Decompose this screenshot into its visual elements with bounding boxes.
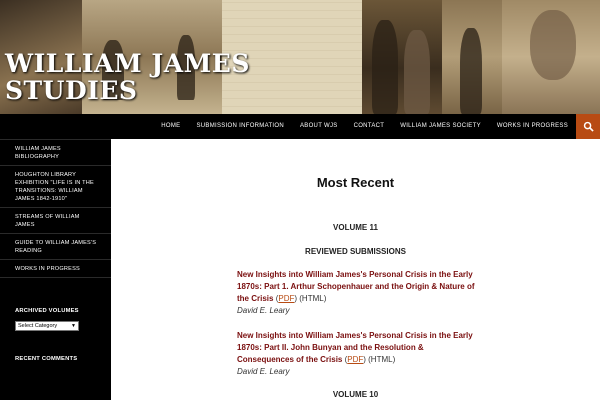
site-title[interactable]	[5, 50, 250, 104]
article-html-link[interactable]: (HTML)	[368, 355, 396, 364]
nav-home[interactable]: HOME	[161, 123, 181, 129]
page-title: Most Recent	[316, 175, 395, 190]
article-title-link[interactable]: New Insights into William James's Personal Crisis in the Early 1870s: Part II. John Bunyan and the Resolution & Consequences of the Crisis	[237, 331, 473, 364]
search-button[interactable]	[576, 114, 600, 139]
article-title-link[interactable]: New Insights into William James's Personal Crisis in the Early 1870s: Part 1. Arthur Schopenhauer and the Origin & Nature of the Crisis	[237, 270, 475, 303]
sidebar	[0, 139, 111, 400]
article-html-link[interactable]: (HTML)	[299, 294, 327, 303]
volume-10-heading: VOLUME 10	[332, 390, 379, 399]
chevron-down-icon: ▼	[71, 323, 76, 329]
banner-photo-standing-man	[442, 0, 502, 114]
sidebar-link-works-in-progress[interactable]: WORKS IN PROGRESS	[0, 260, 111, 278]
sidebar-link-reading-guide[interactable]: GUIDE TO WILLIAM JAMES'S READING	[0, 234, 111, 260]
search-icon	[583, 121, 594, 132]
header-banner	[0, 0, 600, 114]
archived-volumes-heading: ARCHIVED VOLUMES	[15, 308, 79, 314]
recent-comments-heading: RECENT COMMENTS	[15, 356, 78, 362]
nav-about-wjs[interactable]: ABOUT WJS	[299, 123, 338, 129]
category-select-value: Select Category	[18, 323, 58, 329]
reviewed-submissions-heading: REVIEWED SUBMISSIONS	[305, 247, 406, 256]
article-item: New Insights into William James's Personal Crisis in the Early 1870s: Part 1. Arthur Schopenhauer and the Origin & Nature of the Crisis (PDF) (HTML) David E. Leary	[237, 269, 477, 317]
site-title-line1: WILLIAM JAMES	[5, 49, 250, 78]
nav-william-james-society[interactable]: WILLIAM JAMES SOCIETY	[400, 123, 481, 129]
main-content	[111, 139, 600, 400]
article-item: New Insights into William James's Personal Crisis in the Early 1870s: Part II. John Bunyan and the Resolution & Consequences of the Crisis (PDF) (HTML) David E. Leary	[237, 330, 477, 378]
nav-submission-information[interactable]: SUBMISSION INFORMATION	[196, 123, 284, 129]
sidebar-link-houghton-exhibition[interactable]: HOUGHTON LIBRARY EXHIBITION "LIFE IS IN THE TRANSITIONS: WILLIAM JAMES 1842-1910"	[0, 166, 111, 208]
banner-photo-portrait-sketch	[502, 0, 600, 114]
article-author: David E. Leary	[237, 306, 290, 315]
main-navigation	[0, 114, 600, 139]
article-author: David E. Leary	[237, 367, 290, 376]
sidebar-link-bibliography[interactable]: WILLIAM JAMES BIBLIOGRAPHY	[0, 139, 111, 166]
nav-works-in-progress[interactable]: WORKS IN PROGRESS	[496, 123, 568, 129]
volume-11-heading: VOLUME 11	[333, 223, 378, 232]
category-select[interactable]	[15, 321, 79, 331]
nav-contact[interactable]: CONTACT	[353, 123, 385, 129]
nav-menu	[153, 114, 576, 139]
article-pdf-link[interactable]: PDF	[347, 355, 364, 364]
article-pdf-link[interactable]: PDF	[278, 294, 295, 303]
sidebar-link-streams[interactable]: STREAMS OF WILLIAM JAMES	[0, 208, 111, 234]
site-title-line2: STUDIES	[5, 76, 138, 105]
banner-photo-couple	[362, 0, 442, 114]
